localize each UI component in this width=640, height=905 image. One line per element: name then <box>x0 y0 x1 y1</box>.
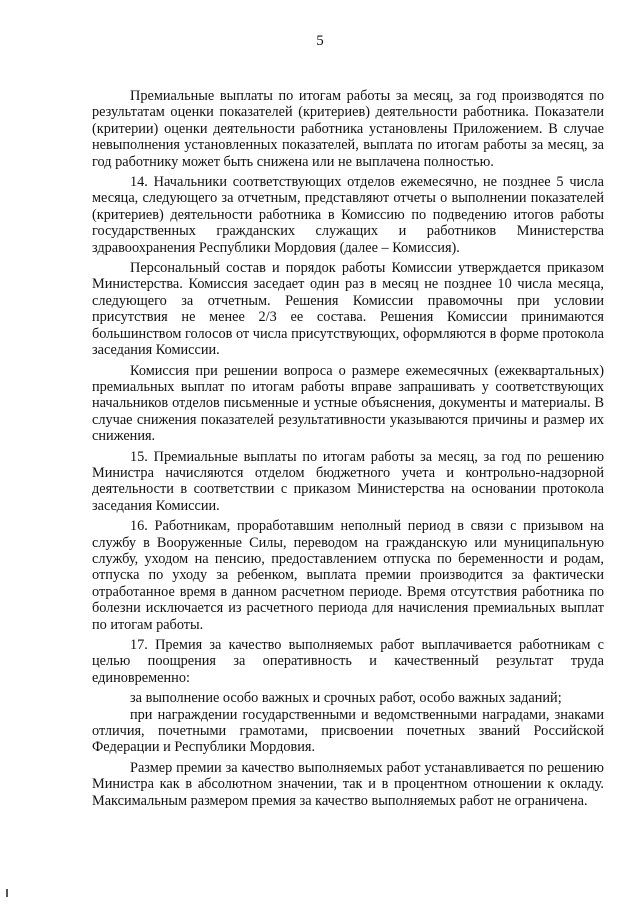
paragraph-17-quality-bonus: 17. Премия за качество выполняемых работ выплачивается работникам с целью поощрения за оперативность и качественный результат труда единовременно: <box>92 637 604 686</box>
paragraph-commission-composition: Персональный состав и порядок работы Комиссии утверждается приказом Министерства. Комиссия заседает один раз в месяц не позднее 10 числа месяца, следующего за отчетным. Решения Комиссии правомочны при условии присутствия не менее 2/3 ее состава. Решения Комиссии принимаются большинством голосов от числа присутствующих, оформляются в форме протокола заседания Комиссии. <box>92 260 604 359</box>
paragraph-bonus-results: Премиальные выплаты по итогам работы за месяц, за год производятся по результатам оценки показателей (критериев) деятельности работника. Показатели (критерии) оценки деятельности работника установлены Приложением. В случае невыполнения установленных показателей, выплата по итогам работы за месяц, за год работнику может быть снижена или не выплачена полностью. <box>92 88 604 170</box>
list-item-urgent-work: за выполнение особо важных и срочных работ, особо важных заданий; <box>130 690 562 707</box>
paragraph-15-accrual: 15. Премиальные выплаты по итогам работы за месяц, за год по решению Министра начисляются отделом бюджетного учета и контрольно-надзорной деятельности в соответствии с приказом Министерства на основании протокола заседания Комиссии. <box>92 448 604 514</box>
scan-corner-mark <box>6 889 8 897</box>
paragraph-bonus-size: Размер премии за качество выполняемых работ устанавливается по решению Министра как в абсолютном значении, так и в процентном отношении к окладу. Максимальным размером премия за качество выполняемых работ не ограничена. <box>92 759 604 809</box>
page-number: 5 <box>316 33 324 49</box>
list-item-awards: при награждении государственными и ведомственными наградами, знаками отличия, почетными грамотами, присвоении почетных званий Российской Федерации и Республики Мордовия. <box>92 706 604 756</box>
document-body <box>92 88 604 813</box>
paragraph-14-reports: 14. Начальники соответствующих отделов ежемесячно, не позднее 5 числа месяца, следующего за отчетным, представляют отчеты о выполнении показателей (критериев) деятельности работника в Комиссию по подведению итогов работы государственных гражданских служащих и работников Министерства здравоохранения Республики Мордовия (далее – Комиссия). <box>92 174 604 256</box>
paragraph-16-partial-period: 16. Работникам, проработавшим неполный период в связи с призывом на службу в Вооруженные Силы, переводом на гражданскую или муниципальную службу, уходом на пенсию, предоставлением отпуска по беременности и родам, отпуска по уходу за ребенком, выплата премии производится за фактически отработанное время в данном расчетном периоде. Время отсутствия работника по болезни исключается из расчетного периода для начисления премиальных выплат по итогам работы. <box>92 518 604 633</box>
paragraph-commission-requests: Комиссия при решении вопроса о размере ежемесячных (ежеквартальных) премиальных выплат по итогам работы вправе запрашивать у соответствующих начальников отделов письменные и устные объяснения, документы и материалы. В случае снижения показателей результативности указываются причины и размер их снижения. <box>92 362 604 445</box>
